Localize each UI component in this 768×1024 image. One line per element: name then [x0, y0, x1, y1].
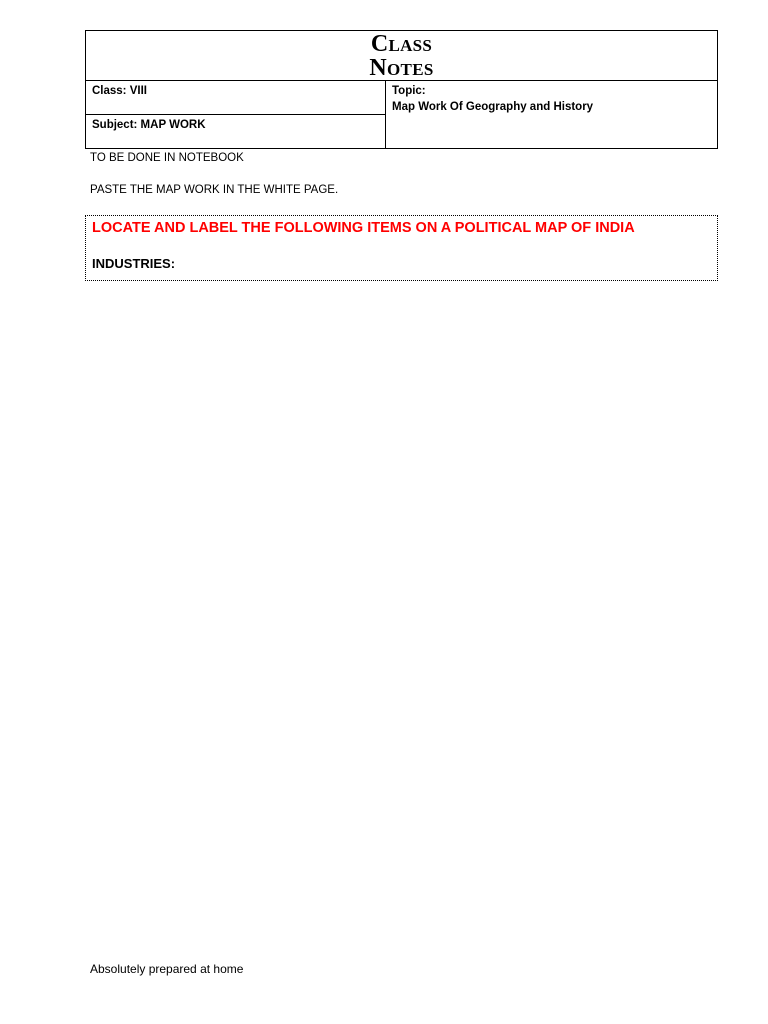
topic-label: Topic:	[392, 85, 426, 97]
subject-label: Subject: MAP WORK	[92, 119, 206, 131]
task-heading: LOCATE AND LABEL THE FOLLOWING ITEMS ON A POLITICAL MAP OF INDIA	[92, 220, 635, 236]
title-line-2: Notes	[369, 55, 434, 81]
class-label: Class: VIII	[92, 85, 147, 97]
document-title	[86, 31, 717, 81]
class-notes-header-table	[85, 30, 718, 149]
class-cell	[86, 81, 386, 115]
topic-value: Map Work Of Geography and History	[392, 101, 594, 113]
topic-cell	[386, 81, 717, 149]
instruction-paste: PASTE THE MAP WORK IN THE WHITE PAGE.	[90, 184, 339, 196]
industries-heading: INDUSTRIES:	[92, 256, 176, 271]
subject-cell	[86, 115, 386, 149]
task-box	[85, 215, 718, 281]
instruction-notebook: TO BE DONE IN NOTEBOOK	[90, 152, 244, 164]
title-line-1: Class	[370, 31, 433, 57]
footer-note: Absolutely prepared at home	[90, 962, 244, 976]
